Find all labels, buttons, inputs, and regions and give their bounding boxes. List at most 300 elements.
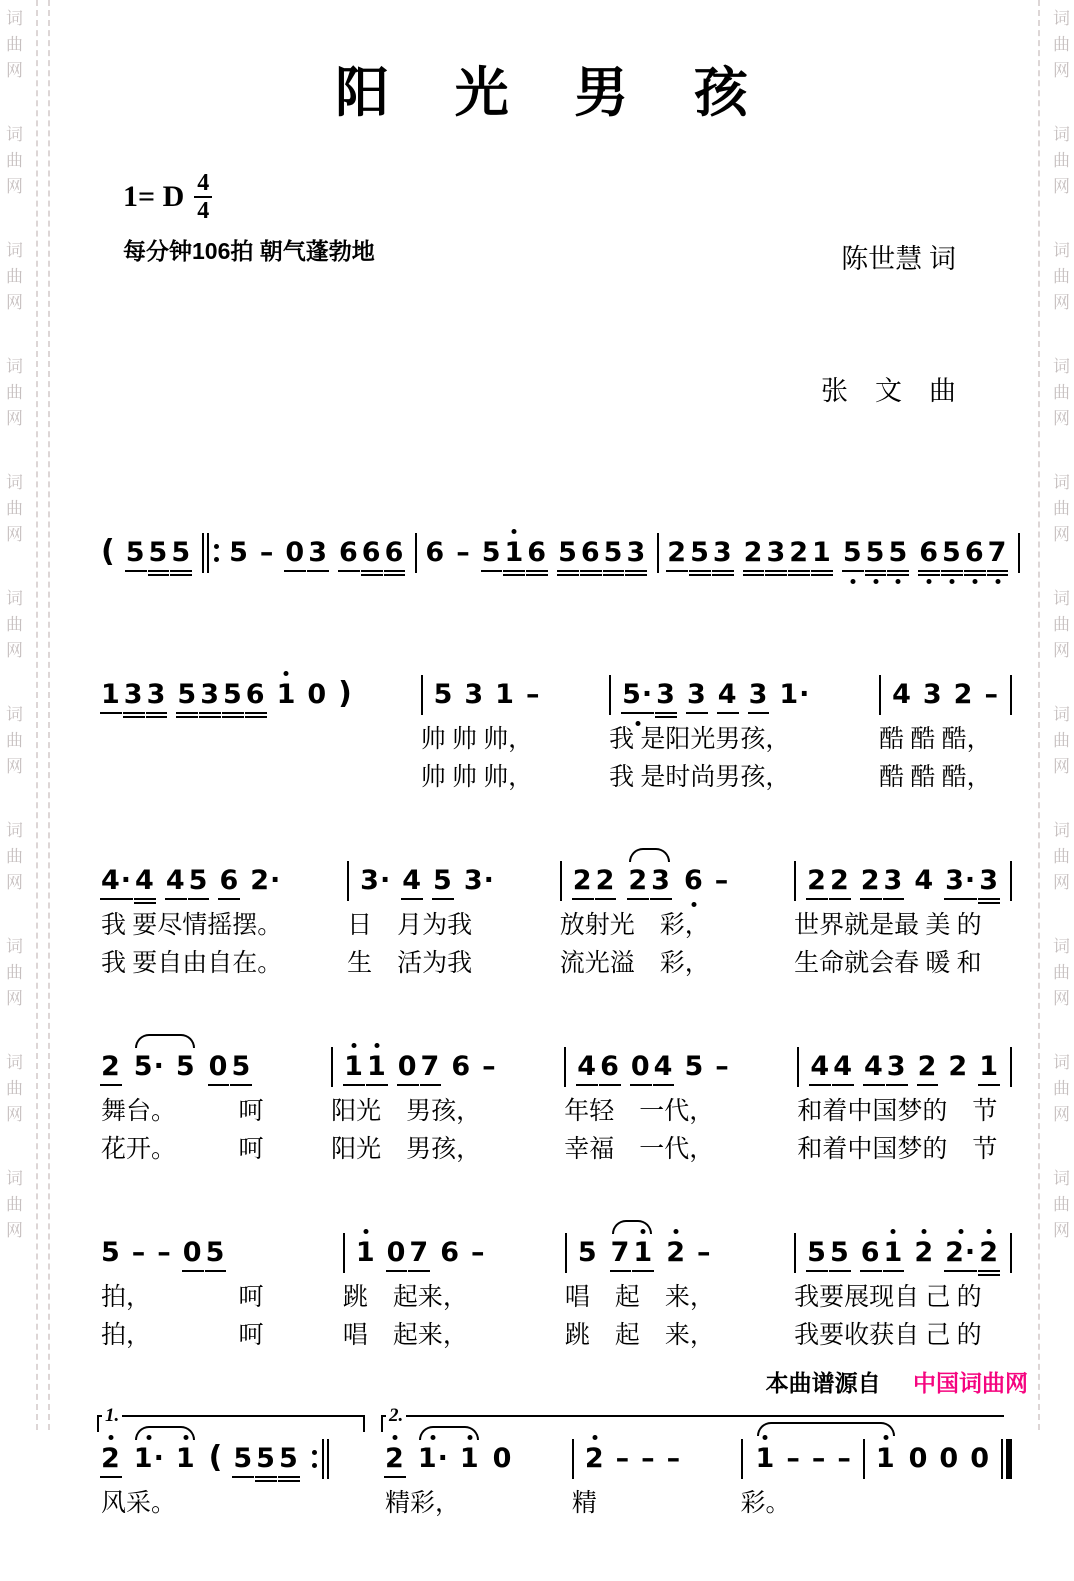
note-digit: 5 [603, 537, 624, 569]
note [888, 537, 908, 568]
note-digit: – [471, 1237, 486, 1269]
note [909, 1443, 929, 1474]
watermark-char: 词 [6, 357, 23, 376]
note-digit: 6 [339, 537, 359, 569]
measure [794, 1227, 1012, 1355]
note-digit: 7 [610, 1237, 631, 1269]
watermark-char: 曲 [6, 963, 23, 982]
notes-row [229, 527, 417, 579]
duration-underline [222, 716, 244, 718]
duration-underline [978, 898, 1000, 900]
notes-row [347, 855, 495, 907]
duration-underline [788, 570, 810, 572]
duration-underline [978, 1270, 1000, 1272]
note [766, 537, 786, 568]
note-digit: – [525, 679, 541, 711]
beam-group [667, 537, 732, 568]
watermark-char: 词 [6, 241, 23, 260]
measure [385, 1433, 512, 1523]
note [573, 865, 593, 896]
score-line [97, 1405, 1016, 1523]
measures-row [97, 1227, 1016, 1355]
measure [879, 669, 1012, 797]
note [219, 865, 239, 896]
volta-label: 2. [386, 1405, 406, 1427]
note [362, 537, 382, 568]
volta-bracket [97, 1415, 365, 1432]
note-digit: 5 [278, 1443, 299, 1475]
note [756, 1443, 776, 1474]
note-digit: – [615, 1443, 631, 1475]
note [626, 537, 646, 568]
score-line [97, 1227, 1016, 1355]
duration-underline [245, 716, 267, 718]
note-digit: 1 [495, 679, 515, 711]
note [360, 865, 391, 896]
duration-underline [557, 574, 579, 576]
note-digit: 5 [229, 537, 249, 569]
note-digit: 5 [842, 537, 863, 569]
measure [572, 1433, 681, 1523]
duration-underline [230, 1084, 252, 1086]
barline-icon [794, 1233, 796, 1273]
watermark-char: 网 [1053, 1105, 1070, 1124]
note-digit: 5 [177, 679, 198, 711]
parenthesis: ( [208, 1439, 223, 1475]
note-digit: 1 [366, 1051, 387, 1083]
watermark-char: 曲 [1053, 499, 1070, 518]
duration-underline [743, 574, 765, 576]
beam-group [622, 679, 676, 710]
barline-icon [1018, 533, 1020, 573]
lyric-row: 风采。 [101, 1490, 177, 1517]
duration-underline [503, 574, 525, 576]
barline-icon [1010, 861, 1012, 901]
note [339, 537, 359, 568]
octave-dot-above [352, 1043, 357, 1048]
watermark-char: 词 [6, 937, 23, 956]
octave-dot-above [108, 1435, 113, 1440]
watermark-char: 网 [6, 641, 23, 660]
note [206, 1237, 226, 1268]
note-digit: 4 [833, 1051, 853, 1083]
lyric-row: 幸福 一代， [564, 1136, 715, 1163]
lyric-row [101, 759, 352, 797]
octave-dot-above [883, 1435, 888, 1440]
score-line [97, 669, 1016, 797]
beam-group [810, 1051, 853, 1082]
note-digit: – [837, 1443, 852, 1475]
duration-underline [987, 574, 1009, 576]
measure-group [97, 527, 1024, 579]
duration-underline [526, 570, 548, 572]
note [425, 537, 445, 568]
score-line [97, 1041, 1016, 1169]
note-digit: 6 [919, 537, 940, 569]
key-and-tempo [55, 171, 375, 501]
duration-underline [245, 712, 267, 714]
note-digit: 0 [208, 1051, 229, 1083]
note-digit: 2 [667, 537, 688, 569]
note [451, 1051, 471, 1082]
octave-dot-above [363, 1229, 368, 1234]
note-digit: 4 [892, 679, 912, 711]
note-digit: 1 [355, 1237, 376, 1269]
beam-group [843, 537, 908, 568]
measure [560, 855, 729, 983]
measures-row [97, 527, 1024, 579]
duration-underline [603, 574, 625, 576]
note [189, 865, 209, 896]
note [830, 865, 850, 896]
watermark-char: 词 [1053, 357, 1070, 376]
note-digit: 5 [888, 537, 909, 569]
duration-underline [384, 570, 406, 572]
song-title: 阳 光 男 孩 [335, 63, 774, 123]
note [250, 865, 281, 896]
measure [565, 1227, 715, 1355]
note [577, 1051, 597, 1082]
watermark-char: 曲 [1053, 383, 1070, 402]
watermark-char: 词 [6, 1169, 23, 1188]
note [418, 1443, 449, 1474]
note-digit: 4 [653, 1051, 674, 1083]
duration-underline [630, 1084, 652, 1086]
measure [101, 527, 221, 579]
note-digit: 3 [748, 679, 769, 711]
measure-group [97, 855, 1016, 983]
note [715, 1051, 730, 1082]
note-digit: 2 [789, 537, 810, 569]
duration-underline [865, 570, 887, 572]
notes-row [565, 1227, 715, 1279]
composer-credit: 张 文 曲 [821, 376, 956, 406]
duration-underline [338, 570, 360, 572]
measure [101, 855, 282, 983]
note [344, 1051, 364, 1082]
watermark-char: 词 [1053, 1169, 1070, 1188]
octave-dot-above [431, 1435, 436, 1440]
note [633, 1237, 653, 1268]
beam-group [573, 865, 616, 896]
key-label: 1= D [123, 180, 185, 213]
note [460, 1443, 480, 1474]
measure [331, 1041, 496, 1169]
note [209, 1051, 229, 1082]
note [177, 679, 197, 710]
duration-underline [595, 898, 617, 900]
note [101, 865, 132, 896]
duration-underline [765, 574, 787, 576]
note [464, 679, 484, 710]
note-digit: 6 [440, 1237, 461, 1269]
duration-underline [788, 574, 810, 576]
note [134, 1443, 165, 1474]
note [132, 1237, 147, 1268]
note [749, 679, 769, 710]
beam-group [864, 1051, 907, 1082]
note-digit: 2 [953, 679, 974, 711]
duration-underline [100, 712, 122, 714]
watermark-char: 网 [6, 1221, 23, 1240]
note-digit: 3 [712, 537, 733, 569]
duration-underline [176, 712, 198, 714]
note-digit: – [157, 1237, 172, 1269]
score-el [207, 533, 209, 573]
note [233, 1443, 253, 1474]
watermark-char: 曲 [1053, 1195, 1070, 1214]
note [965, 537, 985, 568]
note-digit: 5 [481, 537, 502, 569]
watermark-char: 网 [1053, 641, 1070, 660]
note-digit: 4· [101, 865, 133, 897]
note [651, 865, 671, 896]
note [923, 679, 943, 710]
duration-underline [580, 570, 602, 572]
barline-icon [421, 675, 423, 715]
duration-underline [610, 1270, 632, 1272]
note-digit: 3 [200, 679, 220, 711]
note [183, 1237, 203, 1268]
note [600, 1051, 620, 1082]
octave-dot-below [927, 579, 932, 584]
note [504, 537, 524, 568]
note-digit: 5 [558, 537, 578, 569]
note [942, 537, 962, 568]
note-digit: 5 [829, 1237, 850, 1269]
score-el [322, 1439, 324, 1479]
note [945, 1237, 976, 1268]
note [954, 679, 974, 710]
measure [101, 1041, 264, 1169]
barline-icon [657, 533, 659, 573]
note-digit: 2 [860, 865, 881, 897]
note-digit: 5 [577, 1237, 598, 1269]
duration-underline [199, 712, 221, 714]
note-digit: 2 [595, 865, 616, 897]
duration-underline [978, 902, 1000, 904]
note [744, 537, 764, 568]
duration-underline [743, 570, 765, 572]
note-digit: 4 [402, 865, 423, 897]
duration-underline [343, 1084, 365, 1086]
duration-underline [481, 570, 503, 572]
note [367, 1051, 387, 1082]
duration-underline [883, 898, 905, 900]
note [596, 865, 616, 896]
note [456, 537, 471, 568]
note [876, 1443, 896, 1474]
note-digit: 5 [205, 1237, 226, 1269]
octave-dot-above [674, 1229, 679, 1234]
note [527, 537, 547, 568]
note [260, 537, 275, 568]
duration-underline [557, 570, 579, 572]
octave-dot-above [763, 1435, 768, 1440]
duration-underline [829, 898, 851, 900]
duration-underline [987, 570, 1009, 572]
barline-icon [609, 675, 611, 715]
watermark-char: 词 [1053, 937, 1070, 956]
duration-underline [863, 1084, 885, 1086]
octave-dot-above [147, 1435, 152, 1440]
duration-underline [205, 1270, 227, 1272]
note-digit: 5 [222, 679, 243, 711]
note [402, 865, 422, 896]
watermark-char: 词 [6, 125, 23, 144]
note-digit: – [456, 537, 471, 569]
lyric-row: 我 要自由自在。 [101, 950, 283, 977]
beam-group [558, 537, 646, 568]
watermark-char: 曲 [6, 847, 23, 866]
beam-group [577, 1051, 620, 1082]
notes-row [385, 1433, 512, 1485]
lyric-row: 帅 帅 帅， [420, 764, 534, 791]
note [166, 865, 186, 896]
note-digit: 5 [171, 537, 192, 569]
duration-underline [386, 1270, 408, 1272]
beam-group [344, 1051, 387, 1082]
note [948, 1051, 968, 1082]
note [526, 679, 541, 710]
watermark-char: 曲 [1053, 963, 1070, 982]
watermark-char: 词 [1053, 473, 1070, 492]
lyric-row: 我要收获自 己 的 [794, 1322, 982, 1349]
duration-underline [978, 1084, 1000, 1086]
barline-icon [564, 1047, 566, 1087]
watermark-char: 网 [6, 989, 23, 1008]
duration-underline [255, 1476, 277, 1478]
dot [312, 1463, 317, 1468]
final-barline-icon [1001, 1439, 1012, 1479]
note-digit: – [984, 679, 999, 711]
note [786, 1443, 801, 1474]
note-digit: 6 [580, 537, 601, 569]
measure [101, 1433, 329, 1523]
duration-underline [208, 1084, 230, 1086]
note [979, 865, 999, 896]
note-digit: 1 [979, 1051, 999, 1083]
watermark-char: 曲 [6, 35, 23, 54]
left-border [0, 0, 54, 1430]
note [440, 1237, 460, 1268]
note-digit: 1 [175, 1443, 196, 1475]
beam-group [744, 537, 832, 568]
note [285, 537, 305, 568]
watermark-char: 网 [1053, 293, 1070, 312]
lyric-row: 和着中国梦的 节 [797, 1098, 998, 1125]
note [861, 865, 881, 896]
note-digit: 1 [504, 537, 525, 569]
note-digit: 5 [175, 1051, 196, 1083]
notes-row [101, 1041, 264, 1093]
duration-underline [146, 712, 168, 714]
note-digit: 2 [979, 1237, 999, 1269]
note-digit: 6 [451, 1051, 472, 1083]
duration-underline [811, 570, 833, 572]
note-digit: 7 [409, 1237, 430, 1269]
duration-underline [580, 574, 602, 576]
measures-row [97, 855, 1016, 983]
octave-dot-above [987, 1229, 992, 1234]
barline-icon [415, 533, 417, 573]
note-digit: – [131, 1237, 147, 1269]
barline-icon [331, 1047, 333, 1087]
note [356, 1237, 376, 1268]
duration-underline [384, 574, 406, 576]
watermark-char: 曲 [1053, 267, 1070, 286]
note [684, 1051, 704, 1082]
barline-icon [1010, 1233, 1012, 1273]
duration-underline [717, 712, 739, 714]
duration-underline [432, 898, 454, 900]
duration-underline [625, 570, 647, 572]
note [134, 1051, 165, 1082]
duration-underline [182, 1270, 204, 1272]
duration-underline [503, 570, 525, 572]
lyric-row: 帅 帅 帅， [420, 726, 534, 753]
note [493, 1443, 513, 1474]
note [616, 1443, 631, 1474]
beam-group [101, 679, 166, 710]
duration-underline [941, 574, 963, 576]
watermark-char: 网 [1053, 1221, 1070, 1240]
lyric-row: 我 是时尚男孩， [609, 764, 791, 791]
duration-underline [397, 1084, 419, 1086]
note-digit: 1 [875, 1443, 896, 1475]
watermark-char: 网 [6, 525, 23, 544]
barline-icon [1010, 1047, 1012, 1087]
watermark-char: 网 [1053, 525, 1070, 544]
note-digit: 7 [420, 1051, 441, 1083]
lyric-row [101, 721, 352, 759]
duration-underline [278, 1476, 300, 1478]
note [101, 1051, 121, 1082]
lyric-row: 年轻 一代， [564, 1098, 715, 1125]
note-digit: 4 [864, 1051, 884, 1083]
octave-dot-above [284, 671, 289, 676]
dashed-line [1038, 0, 1040, 1430]
note [667, 537, 687, 568]
meta-row [55, 149, 1028, 501]
note-digit: 0 [630, 1051, 651, 1083]
duration-underline [232, 1476, 254, 1478]
notes-row [797, 1041, 1012, 1093]
note-digit: 6 [527, 537, 548, 569]
duration-underline [944, 1270, 977, 1272]
barline-icon [794, 861, 796, 901]
notes-row [101, 855, 282, 907]
lyric-row: 阳光 男孩， [331, 1098, 482, 1125]
duration-underline [123, 716, 145, 718]
note [578, 1237, 598, 1268]
note-digit: 5· [622, 679, 654, 711]
note [101, 1237, 121, 1268]
note [837, 1443, 852, 1474]
note [864, 1051, 884, 1082]
note [482, 537, 502, 568]
note-digit: 3· [463, 865, 495, 897]
repeat-end-icon [310, 1439, 329, 1479]
footer [766, 1365, 1028, 1398]
dashed-line [48, 0, 50, 1430]
notes-row [101, 1433, 329, 1485]
note [124, 679, 144, 710]
note [918, 1051, 938, 1082]
measure-group [97, 1405, 367, 1523]
note [861, 1237, 881, 1268]
note-digit: – [786, 1443, 801, 1475]
